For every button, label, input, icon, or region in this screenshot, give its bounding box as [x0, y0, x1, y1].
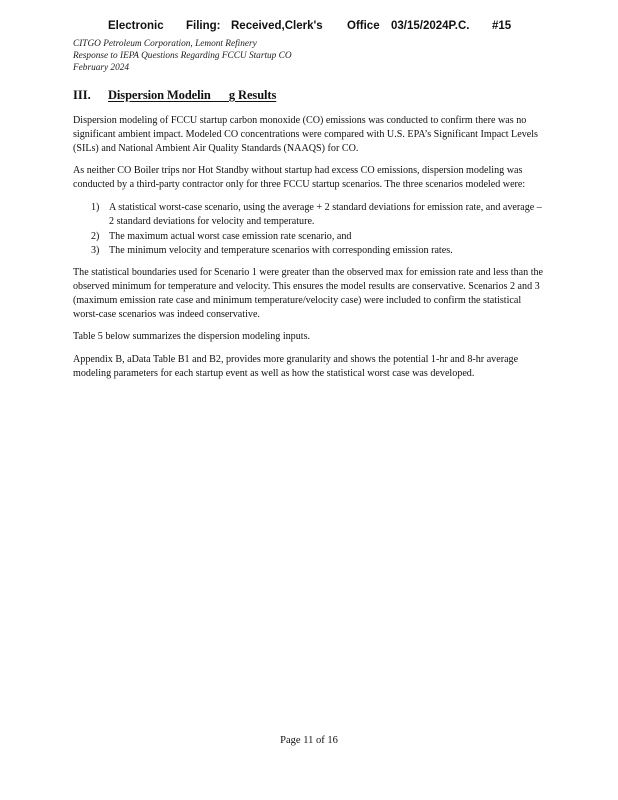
list-marker: 2): [91, 230, 100, 242]
stamp-office: Office: [347, 20, 380, 32]
stamp-received: Received,Clerk's: [231, 20, 323, 32]
list-marker: 1): [91, 201, 100, 213]
section-heading: [73, 88, 553, 104]
paragraph-statistical-boundaries: The statistical boundaries used for Scenario 1 were greater than the observed max for emission rate and less than the observed minimum for temperature and velocity. This ensures the model results are conservative. Scenarios 2 and 3 (maximum emission rate case and minimum temperature/velocity case) were included to confirm the statistical worst-case scenarios was indeed conservative.: [73, 267, 544, 320]
scenario-list: [73, 201, 549, 258]
paragraph-appendix-reference: Appendix B, aData Table B1 and B2, provides more granularity and shows the potential 1-hr and 8-hr average modeling parameters for each startup event as well as how the statistical worst case was developed.: [73, 354, 519, 379]
stamp-filing: Filing:: [186, 20, 221, 32]
list-item-text: A statistical worst-case scenario, using the average + 2 standard deviations for emission rate, and average – 2 standard deviations for velocity and temperature.: [109, 201, 542, 227]
section-number: III.: [73, 88, 91, 102]
list-item: [73, 230, 549, 244]
list-item: [73, 201, 549, 229]
list-marker: 3): [91, 245, 100, 257]
document-header: [73, 38, 543, 75]
stamp-electronic: Electronic: [108, 20, 164, 32]
header-subject: Response to IEPA Questions Regarding FCCU Startup CO: [73, 51, 292, 62]
list-item: [73, 244, 549, 258]
paragraph-table-reference: Table 5 below summarizes the dispersion modeling inputs.: [73, 331, 311, 343]
document-body: [73, 114, 549, 390]
list-item-text: The minimum velocity and temperature scenarios with corresponding emission rates.: [109, 245, 453, 257]
header-date: February 2024: [73, 63, 130, 74]
paragraph-intro: Dispersion modeling of FCCU startup carbon monoxide (CO) emissions was conducted to confirm there was no significant ambient impact. Modeled CO concentrations were compared with U.S. EPA’s Significant Impact Levels (SILs) and National Ambient Air Quality Standards (NAAQS) for CO.: [73, 115, 538, 154]
stamp-number: #15: [492, 20, 512, 32]
filing-stamp: [0, 20, 618, 36]
paragraph-scenarios-intro: As neither CO Boiler trips nor Hot Standby without startup had excess CO emissions, dispersion modeling was conducted by a third-party contractor only for three FCCU startup scenarios. The three scenarios modeled were:: [73, 165, 526, 191]
header-company: CITGO Petroleum Corporation, Lemont Refinery: [73, 39, 257, 49]
section-title: Dispersion Modelin g Results: [108, 88, 277, 102]
page-number: Page 11 of 16: [280, 735, 338, 746]
list-item-text: The maximum actual worst case emission rate scenario, and: [109, 230, 352, 242]
stamp-date: 03/15/2024P.C.: [391, 20, 470, 32]
